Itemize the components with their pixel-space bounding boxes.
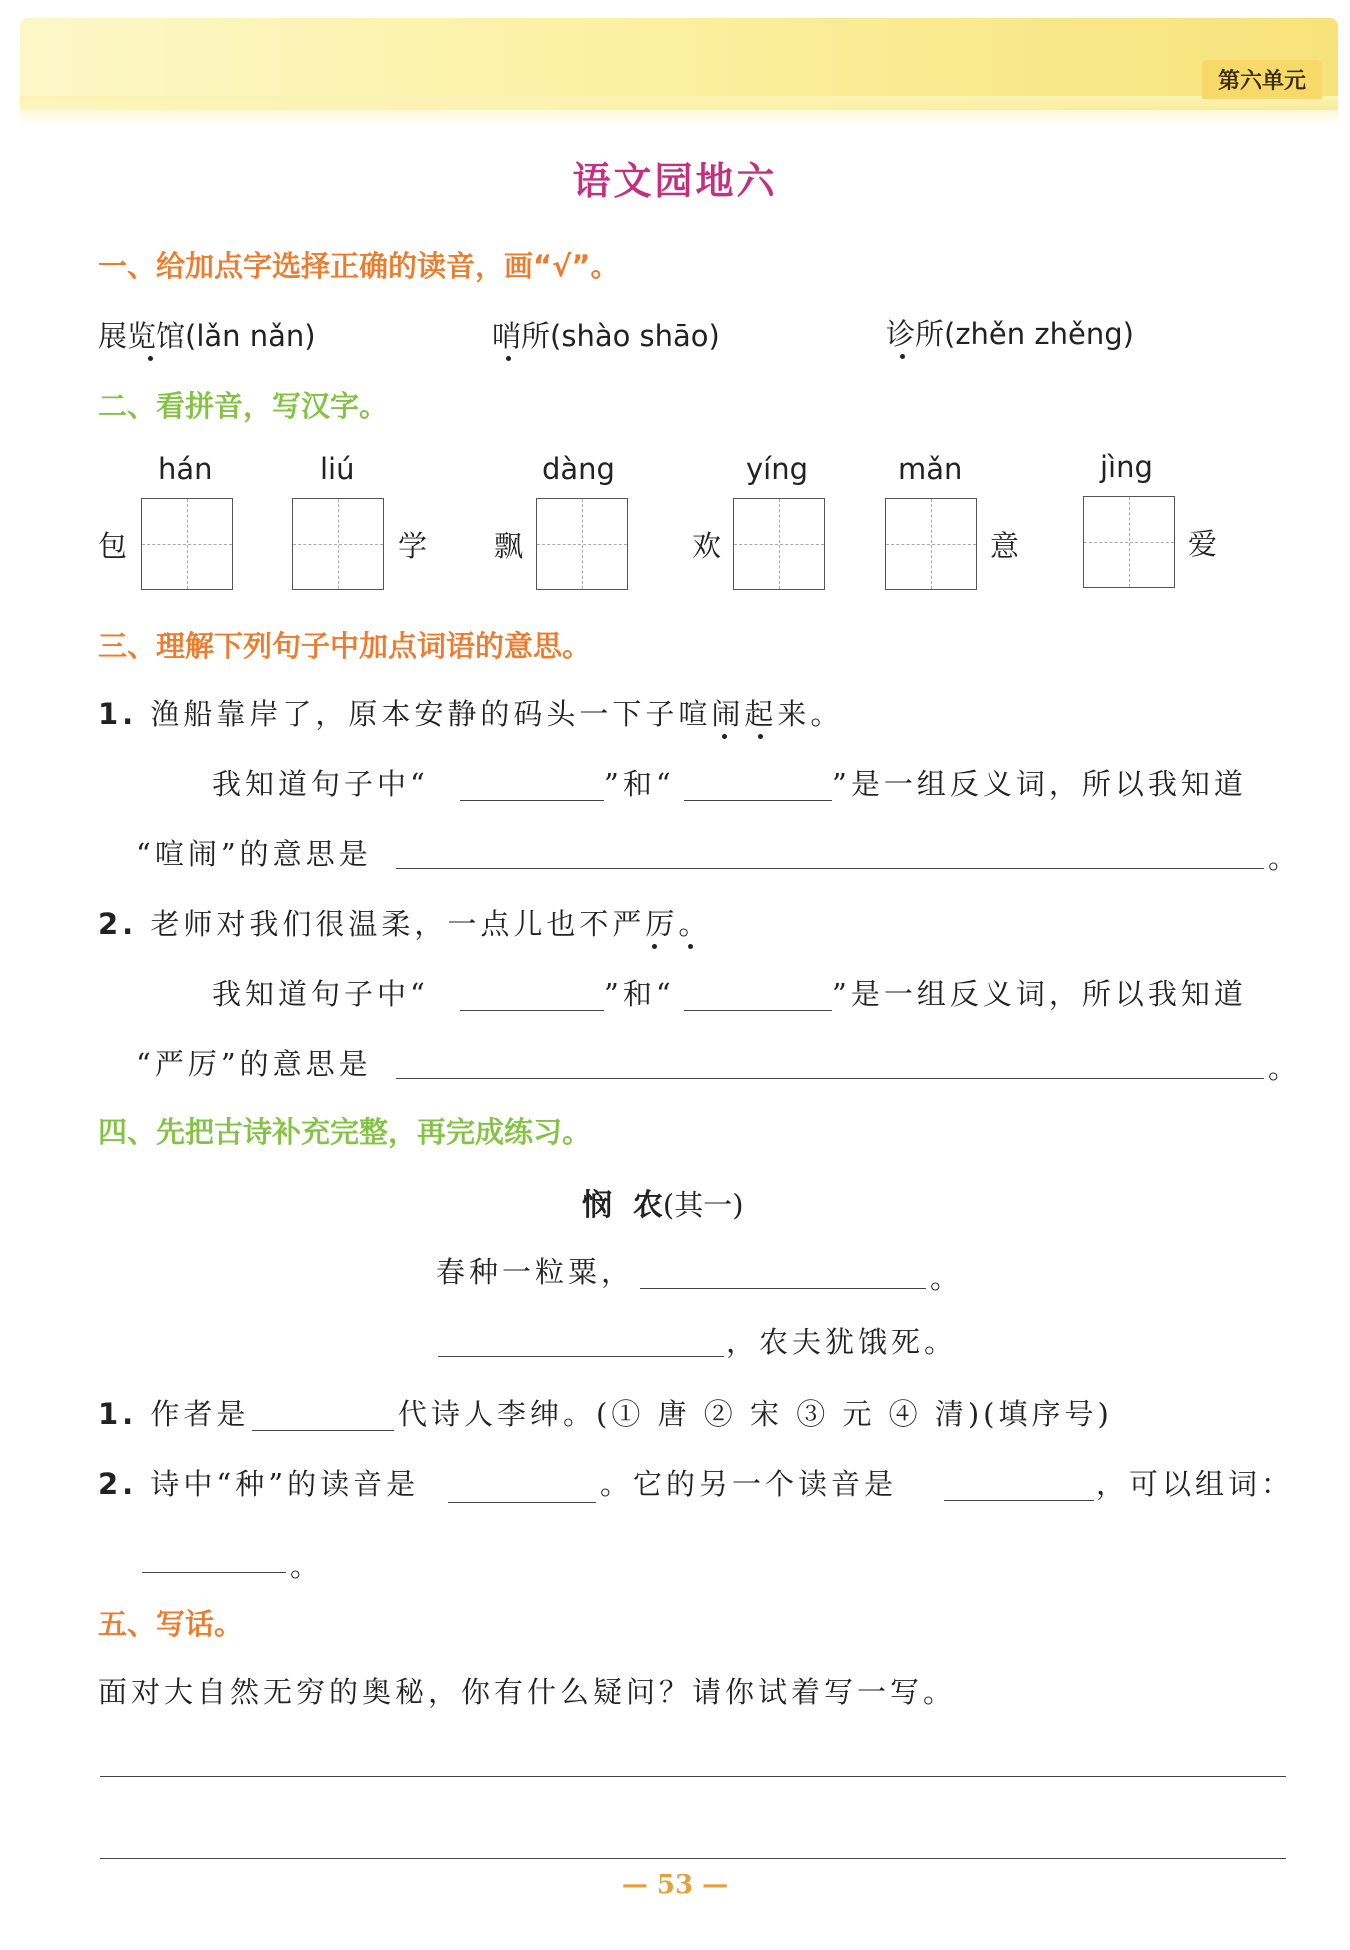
s4-q2-blank-3[interactable] xyxy=(142,1572,286,1573)
s4-q1-text-b: 代诗人李绅。(① 唐 ② 宋 ③ 元 ④ 清)(填序号) xyxy=(398,1397,1113,1431)
s1-item-3-options: (zhěn zhěng) xyxy=(944,317,1134,351)
poem-line-1-end: 。 xyxy=(930,1261,960,1295)
s3-q2-blank-1[interactable] xyxy=(460,1010,604,1011)
emphasis-dot xyxy=(506,356,511,361)
poem-subtitle: (其一) xyxy=(662,1188,744,1222)
emphasis-dot xyxy=(758,734,763,739)
s5-prompt: 面对大自然无穷的奥秘，你有什么疑问？请你试着写一写。 xyxy=(98,1675,957,1709)
s1-item-2 xyxy=(492,314,720,355)
writing-line-2[interactable] xyxy=(100,1858,1286,1859)
emphasis-dot xyxy=(900,354,905,359)
s3-q1-blank-1[interactable] xyxy=(460,800,604,801)
s3-q2-blank-2[interactable] xyxy=(684,1010,832,1011)
s1-item-1-options: (lǎn nǎn) xyxy=(185,319,316,353)
poem-line-1: 春种一粒粟， xyxy=(436,1255,635,1289)
unit-tag: 第六单元 xyxy=(1202,60,1322,99)
s2-char-3: 飘 xyxy=(494,529,524,563)
s2-char-4: 欢 xyxy=(692,529,722,563)
s2-char-2: 学 xyxy=(398,529,428,563)
s3-q2-sentence xyxy=(98,902,711,943)
s4-q2-text-a: 诗中“种”的读音是 xyxy=(150,1467,420,1501)
s4-q1-number: 1. xyxy=(98,1397,138,1431)
s1-item-3-word: 诊所 xyxy=(886,317,945,351)
header-banner-fade xyxy=(20,96,1338,126)
writing-box-1[interactable] xyxy=(141,498,233,590)
pinyin-1: hán xyxy=(158,452,213,486)
section-3-heading: 三、理解下列句子中加点词语的意思。 xyxy=(98,629,592,663)
pinyin-4: yíng xyxy=(746,452,809,486)
pinyin-6: jìng xyxy=(1100,450,1153,484)
s3-q2-line-b: ”和“ xyxy=(604,977,675,1011)
writing-box-5[interactable] xyxy=(885,498,977,590)
s4-q1 xyxy=(98,1392,249,1433)
s4-q2-text-b: 。它的另一个读音是 xyxy=(600,1467,898,1501)
s1-item-1 xyxy=(98,314,316,355)
s4-q2-end: 。 xyxy=(290,1549,320,1583)
poem-blank-2[interactable] xyxy=(438,1356,724,1357)
section-1-heading: 一、给加点字选择正确的读音，画“√”。 xyxy=(98,249,620,283)
s3-q2-text: 老师对我们很温柔，一点儿也不严厉。 xyxy=(150,907,712,941)
section-4-heading: 四、先把古诗补充完整，再完成练习。 xyxy=(98,1115,592,1149)
s3-q1-text: 渔船靠岸了，原本安静的码头一下子喧闹起来。 xyxy=(150,697,844,731)
s1-item-2-word: 哨所 xyxy=(492,319,551,353)
s2-char-6: 爱 xyxy=(1188,527,1218,561)
s4-q2-blank-1[interactable] xyxy=(448,1502,596,1503)
poem-blank-1[interactable] xyxy=(640,1288,926,1289)
s2-char-1: 包 xyxy=(98,529,128,563)
s3-q2-meaning-label: “严厉”的意思是 xyxy=(136,1047,372,1081)
emphasis-dot xyxy=(688,944,693,949)
s3-q1-meaning-label: “喧闹”的意思是 xyxy=(136,837,372,871)
pinyin-3: dàng xyxy=(542,452,615,486)
section-5-heading: 五、写话。 xyxy=(98,1607,244,1641)
s4-q2-blank-2[interactable] xyxy=(944,1500,1094,1501)
page-number: — 53 — xyxy=(621,1870,729,1900)
s4-q1-blank[interactable] xyxy=(252,1430,394,1431)
s3-q1-number: 1. xyxy=(98,697,138,731)
writing-line-1[interactable] xyxy=(100,1776,1286,1777)
s2-char-5: 意 xyxy=(990,529,1020,563)
pinyin-5: mǎn xyxy=(898,452,963,486)
pinyin-2: liú xyxy=(320,452,355,486)
poem-title-text: 悯 农 xyxy=(582,1188,663,1223)
emphasis-dot xyxy=(148,356,153,361)
s1-item-3 xyxy=(886,312,1134,353)
s4-q2-number: 2. xyxy=(98,1467,138,1501)
page-title: 语文园地六 xyxy=(572,159,778,203)
section-2-heading: 二、看拼音，写汉字。 xyxy=(98,389,389,423)
s3-q1-blank-2[interactable] xyxy=(684,800,832,801)
s3-q1-line-a: 我知道句子中“ xyxy=(212,767,429,801)
s3-q2-number: 2. xyxy=(98,907,138,941)
s3-q1-meaning-blank[interactable] xyxy=(396,868,1264,869)
writing-box-6[interactable] xyxy=(1083,496,1175,588)
s4-q1-text-a: 作者是 xyxy=(150,1397,250,1431)
s1-item-1-word: 展览馆 xyxy=(98,319,186,353)
s3-q1-line-b: ”和“ xyxy=(604,767,675,801)
s3-q1-line-c: ”是一组反义词，所以我知道 xyxy=(832,767,1247,801)
emphasis-dot xyxy=(722,734,727,739)
s4-q2 xyxy=(98,1462,419,1503)
s3-q2-meaning-blank[interactable] xyxy=(396,1078,1264,1079)
s3-q2-line-c: ”是一组反义词，所以我知道 xyxy=(832,977,1247,1011)
emphasis-dot xyxy=(652,944,657,949)
writing-box-4[interactable] xyxy=(733,498,825,590)
s3-q1-sentence xyxy=(98,692,843,733)
poem-title xyxy=(582,1180,744,1224)
s3-q1-end: 。 xyxy=(1268,841,1298,875)
s1-item-2-options: (shào shāo) xyxy=(550,319,720,353)
s4-q2-text-c: ，可以组词： xyxy=(1096,1467,1295,1501)
writing-box-3[interactable] xyxy=(536,498,628,590)
s3-q2-end: 。 xyxy=(1268,1051,1298,1085)
poem-line-2: ，农夫犹饿死。 xyxy=(726,1325,958,1359)
s3-q2-line-a: 我知道句子中“ xyxy=(212,977,429,1011)
writing-box-2[interactable] xyxy=(292,498,384,590)
